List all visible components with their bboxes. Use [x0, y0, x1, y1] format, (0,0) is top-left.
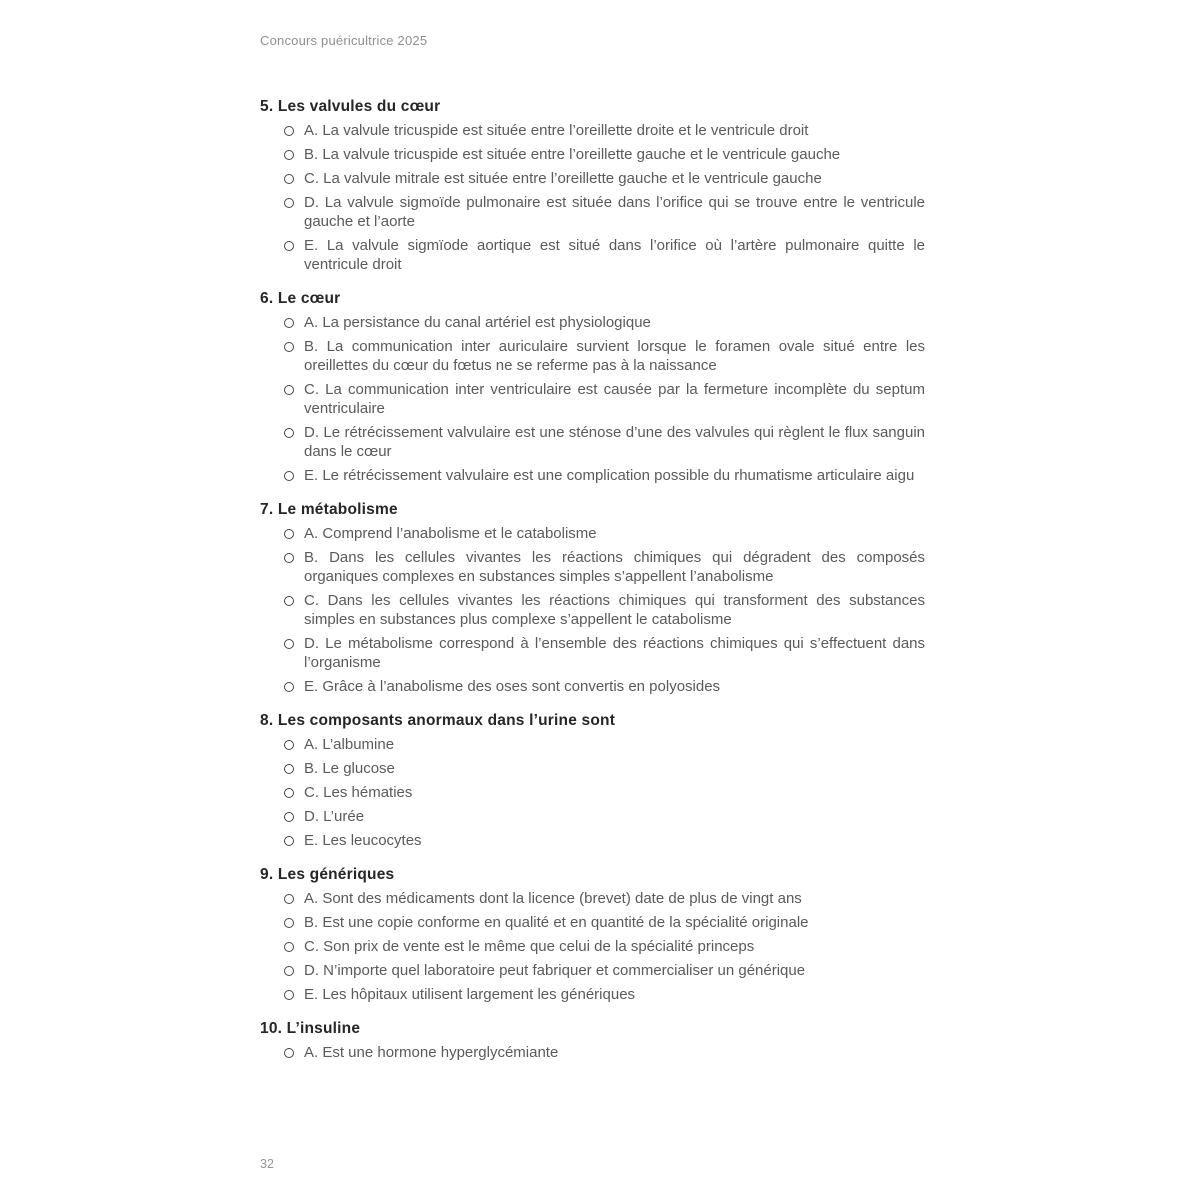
options-list	[260, 735, 925, 850]
option-text: A. Est une hormone hyperglycémiante	[304, 1044, 559, 1061]
option-text: A. L’albumine	[304, 736, 395, 753]
options-list	[260, 524, 925, 696]
questions-list	[260, 97, 925, 1067]
question-block	[260, 1019, 925, 1062]
option-circle-bullet-icon	[284, 471, 294, 481]
option-circle-bullet-icon	[284, 740, 294, 750]
option-circle-bullet-icon	[284, 529, 294, 539]
page-number: 32	[260, 1157, 274, 1171]
option-text: E. Le rétrécissement valvulaire est une complication possible du rhumatisme articulaire aigu	[304, 467, 915, 484]
options-list	[260, 313, 925, 485]
option-circle-bullet-icon	[284, 639, 294, 649]
option-item	[284, 677, 925, 696]
question-title: 7. Le métabolisme	[260, 501, 398, 518]
option-item	[284, 937, 925, 956]
option-item	[284, 337, 925, 375]
question-block	[260, 97, 925, 274]
option-circle-bullet-icon	[284, 198, 294, 208]
question-title: 6. Le cœur	[260, 290, 341, 307]
option-item	[284, 169, 925, 188]
option-item	[284, 634, 925, 672]
option-item	[284, 236, 925, 274]
question-block	[260, 500, 925, 696]
option-circle-bullet-icon	[284, 318, 294, 328]
option-text: A. La valvule tricuspide est située entre l’oreillette droite et le ventricule droit	[304, 122, 809, 139]
option-item	[284, 524, 925, 543]
option-text: B. La valvule tricuspide est située entre l’oreillette gauche et le ventricule gauche	[304, 146, 841, 163]
option-item	[284, 985, 925, 1004]
page-footer	[260, 1156, 274, 1172]
option-circle-bullet-icon	[284, 682, 294, 692]
option-circle-bullet-icon	[284, 385, 294, 395]
option-text: B. Dans les cellules vivantes les réactions chimiques qui dégradent des composés organiques complexes en substances simples s’appellent l’anabolisme	[304, 549, 925, 585]
option-circle-bullet-icon	[284, 764, 294, 774]
option-item	[284, 313, 925, 332]
option-circle-bullet-icon	[284, 1048, 294, 1058]
option-item	[284, 735, 925, 754]
option-item	[284, 889, 925, 908]
option-item	[284, 423, 925, 461]
option-text: D. Le rétrécissement valvulaire est une sténose d’une des valvules qui règlent le flux sanguin dans le cœur	[304, 424, 925, 460]
option-circle-bullet-icon	[284, 126, 294, 136]
option-text: D. Le métabolisme correspond à l’ensemble des réactions chimiques qui s’effectuent dans l’organisme	[304, 635, 925, 671]
option-item	[284, 759, 925, 778]
option-item	[284, 380, 925, 418]
option-item	[284, 121, 925, 140]
option-text: D. L’urée	[304, 808, 365, 825]
question-title: 9. Les génériques	[260, 866, 395, 883]
question-block	[260, 711, 925, 850]
option-circle-bullet-icon	[284, 812, 294, 822]
option-circle-bullet-icon	[284, 428, 294, 438]
options-list	[260, 1043, 925, 1062]
options-list	[260, 121, 925, 274]
document-running-title: Concours puéricultrice 2025	[260, 33, 428, 48]
option-item	[284, 193, 925, 231]
option-text: B. Le glucose	[304, 760, 395, 777]
option-text: B. Est une copie conforme en qualité et en quantité de la spécialité originale	[304, 914, 809, 931]
option-circle-bullet-icon	[284, 942, 294, 952]
option-circle-bullet-icon	[284, 990, 294, 1000]
option-item	[284, 1043, 925, 1062]
option-text: A. Sont des médicaments dont la licence (brevet) date de plus de vingt ans	[304, 890, 802, 907]
option-item	[284, 783, 925, 802]
option-circle-bullet-icon	[284, 918, 294, 928]
option-circle-bullet-icon	[284, 788, 294, 798]
question-title: 10. L’insuline	[260, 1020, 361, 1037]
option-text: C. La valvule mitrale est située entre l’oreillette gauche et le ventricule gauche	[304, 170, 822, 187]
option-text: D. N’importe quel laboratoire peut fabriquer et commercialiser un générique	[304, 962, 806, 979]
option-text: E. La valvule sigmïode aortique est situé dans l’orifice où l’artère pulmonaire quitte le ventricule droit	[304, 237, 925, 273]
option-item	[284, 548, 925, 586]
question-block	[260, 289, 925, 485]
option-text: B. La communication inter auriculaire survient lorsque le foramen ovale situé entre les oreillettes du cœur du fœtus ne se referme pas à la naissance	[304, 338, 925, 374]
option-circle-bullet-icon	[284, 894, 294, 904]
option-text: C. Les hématies	[304, 784, 413, 801]
option-circle-bullet-icon	[284, 241, 294, 251]
option-item	[284, 961, 925, 980]
page-header	[260, 33, 427, 49]
option-circle-bullet-icon	[284, 553, 294, 563]
option-item	[284, 591, 925, 629]
option-circle-bullet-icon	[284, 150, 294, 160]
option-circle-bullet-icon	[284, 342, 294, 352]
option-text: C. La communication inter ventriculaire est causée par la fermeture incomplète du septum ventriculaire	[304, 381, 925, 417]
options-list	[260, 889, 925, 1004]
question-title: 5. Les valvules du cœur	[260, 98, 441, 115]
option-text: D. La valvule sigmoïde pulmonaire est située dans l’orifice qui se trouve entre le ventricule gauche et l’aorte	[304, 194, 925, 230]
option-item	[284, 913, 925, 932]
option-item	[284, 145, 925, 164]
option-text: C. Dans les cellules vivantes les réactions chimiques qui transforment des substances simples en substances plus complexe s’appellent le catabolisme	[304, 592, 925, 628]
option-text: E. Les hôpitaux utilisent largement les génériques	[304, 986, 636, 1003]
option-item	[284, 831, 925, 850]
option-text: E. Grâce à l’anabolisme des oses sont convertis en polyosides	[304, 678, 721, 695]
option-text: A. La persistance du canal artériel est physiologique	[304, 314, 651, 331]
question-title: 8. Les composants anormaux dans l’urine sont	[260, 712, 616, 729]
option-text: A. Comprend l’anabolisme et le catabolisme	[304, 525, 597, 542]
question-block	[260, 865, 925, 1004]
option-text: E. Les leucocytes	[304, 832, 422, 849]
option-item	[284, 807, 925, 826]
option-circle-bullet-icon	[284, 966, 294, 976]
option-circle-bullet-icon	[284, 596, 294, 606]
option-circle-bullet-icon	[284, 836, 294, 846]
option-item	[284, 466, 925, 485]
option-text: C. Son prix de vente est le même que celui de la spécialité princeps	[304, 938, 755, 955]
option-circle-bullet-icon	[284, 174, 294, 184]
